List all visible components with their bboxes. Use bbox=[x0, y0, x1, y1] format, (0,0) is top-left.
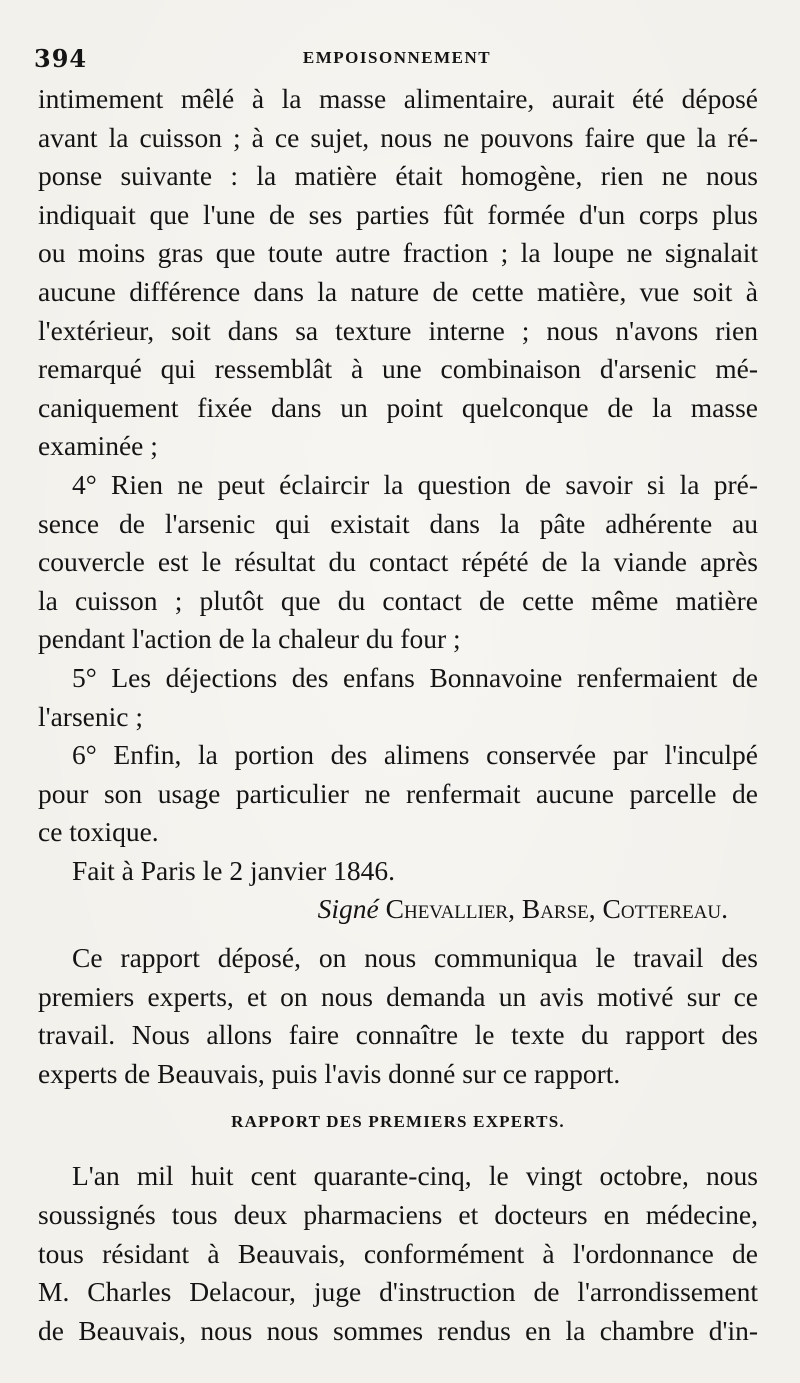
text-line: tous résidant à Beauvais, conformément à l'ordonnance de bbox=[38, 1237, 758, 1269]
text-line: ce toxique. bbox=[38, 816, 159, 848]
text-line: aucune différence dans la nature de cette matière, vue soit à bbox=[38, 275, 758, 307]
text-line: avant la cuisson ; à ce sujet, nous ne pouvons faire que la ré- bbox=[38, 121, 758, 153]
body-text bbox=[38, 80, 758, 1350]
date-line: Fait à Paris le 2 janvier 1846. bbox=[72, 854, 396, 886]
text-line: indiquait que l'une de ses parties fût formée d'un corps plus bbox=[38, 198, 758, 230]
text-line: M. Charles Delacour, juge d'instruction de l'arrondissement bbox=[38, 1276, 758, 1308]
text-line: pour son usage particulier ne renfermait aucune parcelle de bbox=[38, 777, 758, 809]
text-line: Ce rapport déposé, on nous communiqua le travail des bbox=[72, 942, 758, 974]
text-line: l'arsenic ; bbox=[38, 700, 143, 732]
text-line: ou moins gras que toute autre fraction ; la loupe ne signalait bbox=[38, 237, 758, 269]
text-line: remarqué qui ressemblât à une combinaison d'arsenic mé- bbox=[38, 353, 758, 385]
text-line: de Beauvais, nous nous sommes rendus en la chambre d'in- bbox=[38, 1314, 758, 1346]
text-line: L'an mil huit cent quarante-cinq, le vingt octobre, nous bbox=[72, 1160, 758, 1192]
text-line: intimement mêlé à la masse alimentaire, aurait été déposé bbox=[38, 83, 758, 114]
text-line: l'extérieur, soit dans sa texture interne ; nous n'avons rien bbox=[38, 314, 758, 346]
text-line: la cuisson ; plutôt que du contact de cette même matière bbox=[38, 584, 758, 616]
text-line: couvercle est le résultat du contact répété de la viande après bbox=[38, 546, 758, 578]
text-line: ponse suivante : la matière était homogène, rien ne nous bbox=[38, 160, 758, 192]
text-line: 6° Enfin, la portion des alimens conservée par l'inculpé bbox=[72, 739, 758, 771]
text-line: pendant l'action de la chaleur du four ; bbox=[38, 623, 461, 655]
page-header bbox=[34, 44, 760, 74]
text-line: travail. Nous allons faire connaître le texte du rapport des bbox=[38, 1019, 758, 1051]
signature-line bbox=[38, 890, 758, 929]
text-line: caniquement fixée dans un point quelconque de la masse bbox=[38, 391, 758, 423]
signature-label: Signé bbox=[317, 893, 379, 925]
text-line: experts de Beauvais, puis l'avis donné sur ce rapport. bbox=[38, 1057, 621, 1089]
running-head: EMPOISONNEMENT bbox=[302, 48, 492, 67]
text-line: premiers experts, et on nous demanda un avis motivé sur ce bbox=[38, 980, 758, 1012]
text-line: examinée ; bbox=[38, 430, 158, 462]
section-heading: RAPPORT DES PREMIERS EXPERTS. bbox=[231, 1112, 565, 1132]
text-line: 5° Les déjections des enfans Bonnavoine renfermaient de bbox=[72, 661, 758, 693]
text-line: 4° Rien ne peut éclaircir la question de savoir si la pré- bbox=[72, 468, 758, 500]
page-number: 394 bbox=[34, 44, 88, 73]
text-line: soussignés tous deux pharmaciens et docteurs en médecine, bbox=[38, 1199, 758, 1231]
spacer bbox=[38, 929, 758, 939]
signature-names: Chevallier, Barse, Cottereau. bbox=[385, 893, 728, 925]
text-line: sence de l'arsenic qui existait dans la pâte adhérente au bbox=[38, 507, 758, 539]
